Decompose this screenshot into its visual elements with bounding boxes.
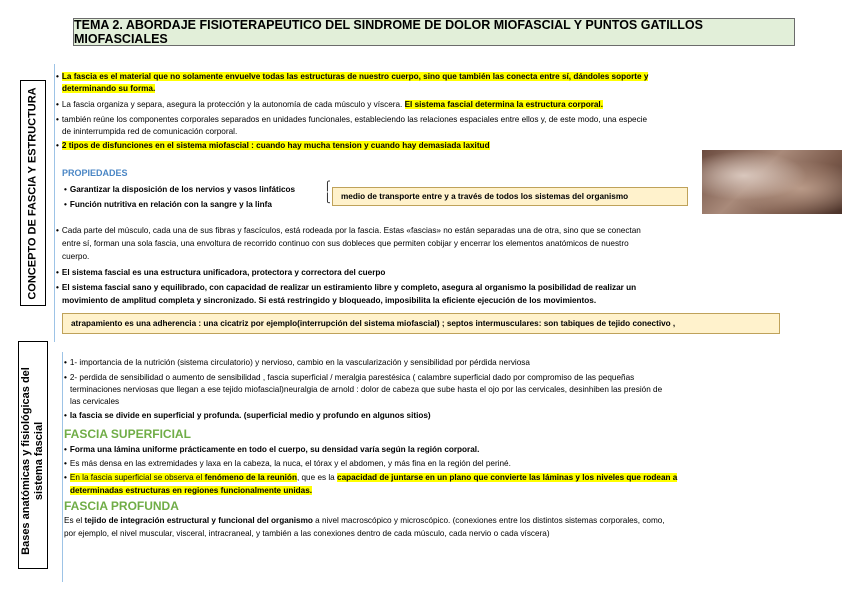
fascia-units: • también reúne los componentes corporales separados en unidades funcionales, estableciendo las relaciones espaciales entre ellos y, de este modo, una especie (56, 114, 647, 127)
superficial-3: • En la fascia superficial se observa el fenómeno de la reunión, que es la capacidad de juntarse en un plano que convierte las láminas y los niveles que rodean a (64, 472, 677, 485)
properties-brace: ⎧ ⎩ (324, 181, 331, 203)
sensitivity-point-cont2: las cervicales (70, 397, 120, 406)
fascia-division: • la fascia se divide en superficial y profunda. (superficial medio y profundo en algunos sitios) (64, 410, 431, 423)
fascia-definition: • La fascia es el material que no solamente envuelve todas las estructuras de nuestro cuerpo, sino que también las conecta entre sí, dándoles soporte y (56, 71, 648, 84)
entrapment-note: atrapamiento es una adherencia : una cicatriz por ejemplo(interrupción del sistema miofascial) ; septos intermusculares: son tabiques de tejido conectivo , (62, 313, 780, 334)
properties-note: medio de transporte entre y a través de todos los sistemas del organismo (332, 187, 688, 206)
fascia-superficial-heading: FASCIA SUPERFICIAL (64, 427, 191, 441)
dysfunction-types: • 2 tipos de disfunciones en el sistema miofascial : cuando hay mucha tension y cuando hay demasiada laxitud (56, 140, 490, 153)
property-1: • Garantizar la disposición de los nervios y vasos linfáticos (64, 184, 295, 197)
fascia-organization: • La fascia organiza y separa, asegura la protección y la autonomía de cada músculo y víscera. El sistema fascial determina la estructura corporal. (56, 99, 603, 112)
superficial-2: • Es más densa en las extremidades y laxa en la cabeza, la nuca, el tórax y el abdomen, y más fina en la región del periné. (64, 458, 511, 471)
unifying-structure: • El sistema fascial es una estructura unificadora, protectora y correctora del cuerpo (56, 267, 385, 280)
sensitivity-point-cont1: terminaciones nerviosas que llegan a ese tejido miofascial)neuralgia de arnold : dolor de cabeza que sube hasta el ojo por las cervicales, desinhiben las presión de (70, 385, 663, 394)
section1-bracket (54, 64, 55, 342)
profunda-1: Es el tejido de integración estructural y funcional del organismo a nivel macroscópico y microscópico. (conexiones entre los distintos sistemas corporales, como, (64, 516, 665, 525)
fascia-profunda-heading: FASCIA PROFUNDA (64, 499, 179, 513)
superficial-3-cont: determinadas estructuras en regiones funcionalmente unidas. (70, 486, 313, 495)
page-title: TEMA 2. ABORDAJE FISIOTERAPEUTICO DEL SINDROME DE DOLOR MIOFASCIAL Y PUNTOS GATILLOS MIOFASCIALES (73, 18, 795, 46)
section2-label: Bases anatómicas y fisiológicas del sistema fascial (20, 367, 45, 555)
fascia-photo (702, 150, 842, 214)
sensitivity-point: • 2- perdida de sensibilidad o aumento de sensibilidad , fascia superficial / meralgia parestésica ( calambre superficial dado por compromiso de las pequeñas (64, 372, 634, 385)
healthy-fascia: • El sistema fascial sano y equilibrado, con capacidad de realizar un estiramiento libre y completo, asegura al organismo la posibilidad de realizar un (56, 282, 636, 295)
profunda-1-cont: por ejemplo, el nivel muscular, visceral, intracraneal, y también a las conexiones dentro de cada músculo, cada nervio o cada víscera) (64, 529, 550, 538)
propiedades-heading: PROPIEDADES (62, 168, 128, 178)
healthy-fascia-cont: movimiento de amplitud completa y sincronizado. Si está restringido y bloqueado, imposibilita la eficiente ejecución de los movimientos. (62, 296, 597, 305)
muscle-fascia-cont2: cuerpo. (62, 252, 90, 261)
nutrition-point: • 1- importancia de la nutrición (sistema circulatorio) y nervioso, cambio en la vascularización y sensibilidad por pérdida nerviosa (64, 357, 530, 370)
muscle-fascia: • Cada parte del músculo, cada una de sus fibras y fascículos, está rodeada por la fascia. Estas «fascias» no están separadas una de otra, sino que se conectan (56, 225, 641, 238)
section2-bracket (62, 352, 63, 582)
muscle-fascia-cont1: entre sí, forman una sola fascia, una envoltura de recorrido continuo con sus dobleces que permiten cobijar y encerrar los elementos anatómicos de nuestro (62, 239, 629, 248)
fascia-definition-cont: determinando su forma. (62, 84, 156, 93)
fascia-units-cont: de ininterrumpida red de comunicación corporal. (62, 127, 238, 136)
superficial-1: • Forma una lámina uniforme prácticamente en todo el cuerpo, su densidad varía según la región corporal. (64, 444, 479, 457)
section1-label: CONCEPTO DE FASCIA Y ESTRUCTURA (26, 87, 39, 300)
property-2: • Función nutritiva en relación con la sangre y la linfa (64, 199, 272, 212)
